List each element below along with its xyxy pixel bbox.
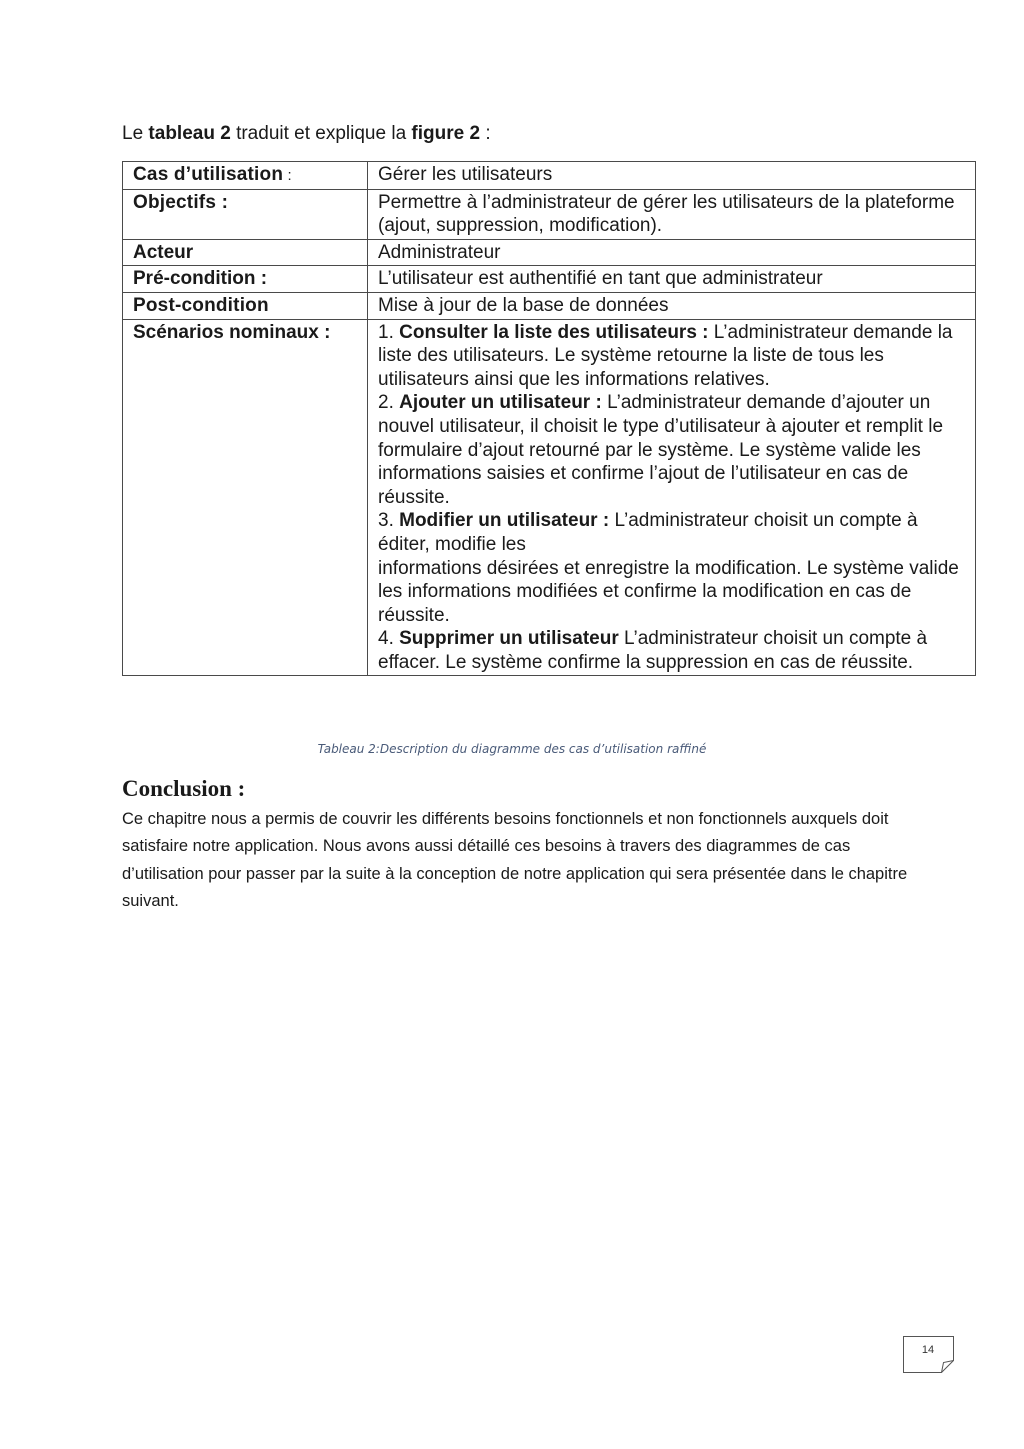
table-row <box>123 239 976 266</box>
row-label-scenarios: Scénarios nominaux : <box>123 319 368 676</box>
use-case-table <box>122 161 976 676</box>
row-value-precondition: L’utilisateur est authentifié en tant que administrateur <box>368 266 976 293</box>
row-label-postcondition: Post-condition <box>123 292 368 319</box>
scenario-title: Supprimer un utilisateur <box>399 628 619 650</box>
scenario-title: Consulter la liste des utilisateurs : <box>399 321 709 343</box>
scenario-text: L’administrateur choisit un compte à effacer. Le système confirme la suppression en cas de réussite. <box>378 628 928 673</box>
row-value-use-case: Gérer les utilisateurs <box>368 162 976 190</box>
intro-figure-ref: figure 2 <box>411 123 481 144</box>
row-label-precondition: Pré-condition : <box>123 266 368 293</box>
scenario-number: 2. <box>378 392 400 414</box>
row-value-scenarios <box>368 319 976 676</box>
scenario-item <box>378 627 966 674</box>
row-label-objectives: Objectifs : <box>123 189 368 239</box>
page-number-box <box>903 1336 953 1372</box>
intro-table-ref: tableau 2 <box>148 123 231 144</box>
scenario-number: 4. <box>378 628 400 650</box>
scenario-title: Ajouter un utilisateur : <box>399 392 602 414</box>
table-row <box>123 189 976 239</box>
intro-middle: traduit et explique la <box>230 123 412 144</box>
table-row <box>123 162 976 190</box>
row-value-postcondition: Mise à jour de la base de données <box>368 292 976 319</box>
table-row <box>123 292 976 319</box>
table-caption: Tableau 2:Description du diagramme des cas d’utilisation raffiné <box>317 742 707 756</box>
row-value-objectives: Permettre à l’administrateur de gérer les utilisateurs de la plateforme (ajout, suppression, modification). <box>368 189 976 239</box>
page-number: 14 <box>921 1344 935 1356</box>
intro-sentence <box>122 122 491 146</box>
scenario-text: L’administrateur choisit un compte à éditer, modifie les <box>378 510 918 555</box>
conclusion-heading: Conclusion : <box>122 776 246 801</box>
scenario-number: 1. <box>378 321 400 343</box>
intro-prefix: Le <box>122 123 149 144</box>
scenario-number: 3. <box>378 510 400 532</box>
scenario-item <box>378 321 966 392</box>
row-label-use-case <box>123 162 368 190</box>
intro-suffix: : <box>480 123 491 144</box>
row-value-actor: Administrateur <box>368 239 976 266</box>
conclusion-paragraph: Ce chapitre nous a permis de couvrir les différents besoins fonctionnels et non fonctionnels auxquels doit satisfaire notre application. Nous avons aussi détaillé ces besoins à travers des diagrammes de cas d’utilisation pour passer par la suite à la conception de notre application qui sera présentée dans le chapitre suivant. <box>122 810 908 911</box>
scenario-item <box>378 391 966 509</box>
table-row <box>123 266 976 293</box>
table-row <box>123 319 976 676</box>
use-case-label: Cas d’utilisation <box>133 164 284 185</box>
scenario-text: L’administrateur demande d’ajouter un nouvel utilisateur, il choisit le type d’utilisateur à ajouter et remplit le formulaire d’ajout retourné par le système. Le système valide les informations saisies et confirme l’ajout de l’utilisateur en cas de réussite. <box>378 392 944 508</box>
scenario-text-continued: informations désirées et enregistre la modification. Le système valide les informations modifiées et confirme la modification en cas de réussite. <box>378 557 959 626</box>
use-case-label-colon: : <box>283 167 292 184</box>
scenario-text: L’administrateur demande la liste des utilisateurs. Le système retourne la liste de tous les utilisateurs ainsi que les informations relatives. <box>378 321 953 390</box>
scenario-item <box>378 509 966 627</box>
scenario-title: Modifier un utilisateur : <box>399 510 610 532</box>
row-label-actor: Acteur <box>123 239 368 266</box>
